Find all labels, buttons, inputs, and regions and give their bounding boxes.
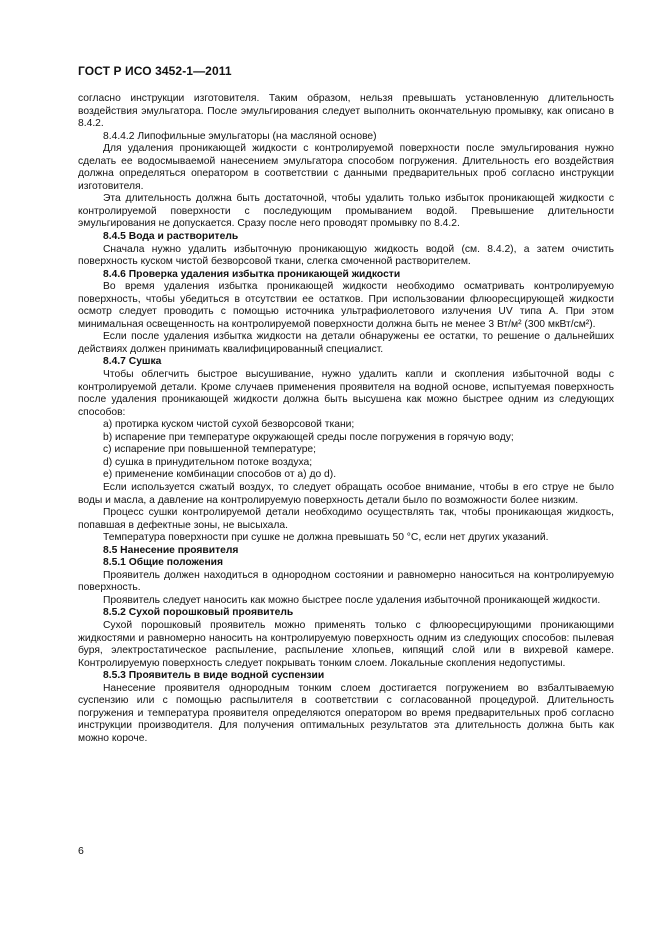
paragraph: Для удаления проникающей жидкости с контролируемой поверхности после эмульгирования нужно сделать ее водосмываемой нанесением эмульгатора способом погружения. Длительность его воздействия должна определяться оператором в соответствии с данными предварительных проб согласно инструкции изготовителя. <box>78 143 614 192</box>
paragraph: Процесс сушки контролируемой детали необходимо осуществлять так, чтобы проникающая жидкость, попавшая в дефектные зоны, не высыхала. <box>78 507 614 531</box>
section-heading: 8.5.2 Сухой порошковый проявитель <box>103 607 294 619</box>
paragraph: Проявитель должен находиться в однородном состоянии и равномерно наноситься на контролируемую поверхность. <box>78 569 614 594</box>
section-heading: 8.4.7 Сушка <box>103 356 162 368</box>
list-item: d) сушка в принудительном потоке воздуха; <box>103 456 313 468</box>
paragraph: Эта длительность должна быть достаточной, чтобы удалить только избыток проникающей жидкости с контролируемой поверхности с последующим промыванием водой. Превышение длительности эмульгирования не допускается. Сразу после него проводят промывку по 8.4.2. <box>78 193 614 230</box>
paragraph: Если после удаления избытка жидкости на детали обнаружены ее остатки, то решение о дальнейших действиях должен принимать квалифицированный специалист. <box>78 331 614 355</box>
section-heading: 8.4.5 Вода и растворитель <box>103 231 239 243</box>
list-item: 8.4.4.2 Липофильные эмульгаторы (на масляной основе) <box>103 130 377 142</box>
list-item: b) испарение при температуре окружающей среды после погружения в горячую воду; <box>103 431 514 443</box>
page-number: 6 <box>78 845 84 857</box>
paragraph: Если используется сжатый воздух, то следует обращать особое внимание, чтобы в его струе не было воды и масла, а давление на контролируемую поверхность детали было по возможности более низким. <box>78 481 614 506</box>
paragraph: Сначала нужно удалить избыточную проникающую жидкость водой (см. 8.4.2), а затем очистить поверхность куском чистой безворсовой ткани, слегка смоченной растворителем. <box>78 243 614 268</box>
list-item: e) применение комбинации способов от а) до d). <box>103 469 337 481</box>
document-body <box>78 93 614 745</box>
paragraph: Проявитель следует наносить как можно быстрее после удаления избыточной проникающей жидкости. <box>103 594 601 606</box>
section-heading: 8.5.1 Общие положения <box>103 557 223 569</box>
section-heading: 8.5 Нанесение проявителя <box>103 544 239 556</box>
paragraph: согласно инструкции изготовителя. Таким образом, нельзя превышать установленную длительность воздействия эмульгатора. После эмульгирования следует выполнить окончательную промывку, как описано в 8.4.2. <box>78 93 614 130</box>
page-header: ГОСТ Р ИСО 3452-1—2011 <box>78 64 232 78</box>
paragraph: Нанесение проявителя однородным тонким слоем достигается погружением во взбалтываемую суспензию или с помощью распылителя в соответствии с согласованной процедурой. Длительность погружения и температура проявителя определяются оператором во время предварительных проб согласно инструкции производителя. Для получения оптимальных результатов эта длительность должна быть как можно короче. <box>78 682 614 744</box>
section-heading: 8.4.6 Проверка удаления избытка проникающей жидкости <box>103 268 401 280</box>
paragraph: Во время удаления избытка проникающей жидкости необходимо осматривать контролируемую поверхность, чтобы убедиться в отсутствии ее остатков. При использовании флюоресцирующей жидкости осмотр следует проводить с помощью источника ультрафиолетового излучения UV типа А. При этом минимальная освещенность на контролируемой поверхности должна быть не менее 3 Вт/м² (300 мкВт/см²). <box>78 281 614 330</box>
paragraph: Температура поверхности при сушке не должна превышать 50 °С, если нет других указаний. <box>103 532 549 544</box>
list-item: a) протирка куском чистой сухой безворсовой ткани; <box>103 419 355 431</box>
list-item: c) испарение при повышенной температуре; <box>103 444 317 456</box>
paragraph: Чтобы облегчить быстрое высушивание, нужно удалить капли и скопления избыточной воды с контролируемой детали. Кроме случаев применения проявителя на водной основе, испытуемая поверхность после удаления проникающей жидкости должна быть высушена как можно быстрее одним из следующих способов: <box>78 369 614 418</box>
paragraph: Сухой порошковый проявитель можно применять только с флюоресцирующими проникающими жидкостями и равномерно наносить на контролируемую поверхность одним из следующих способов: пылевая буря, электростатическое распыление, распыление хлопьев, кипящий слой или в вихревой камере. Контролируемую поверхность следует покрывать тонким слоем. Локальные скопления недопустимы. <box>78 619 614 669</box>
section-heading: 8.5.3 Проявитель в виде водной суспензии <box>103 670 325 682</box>
